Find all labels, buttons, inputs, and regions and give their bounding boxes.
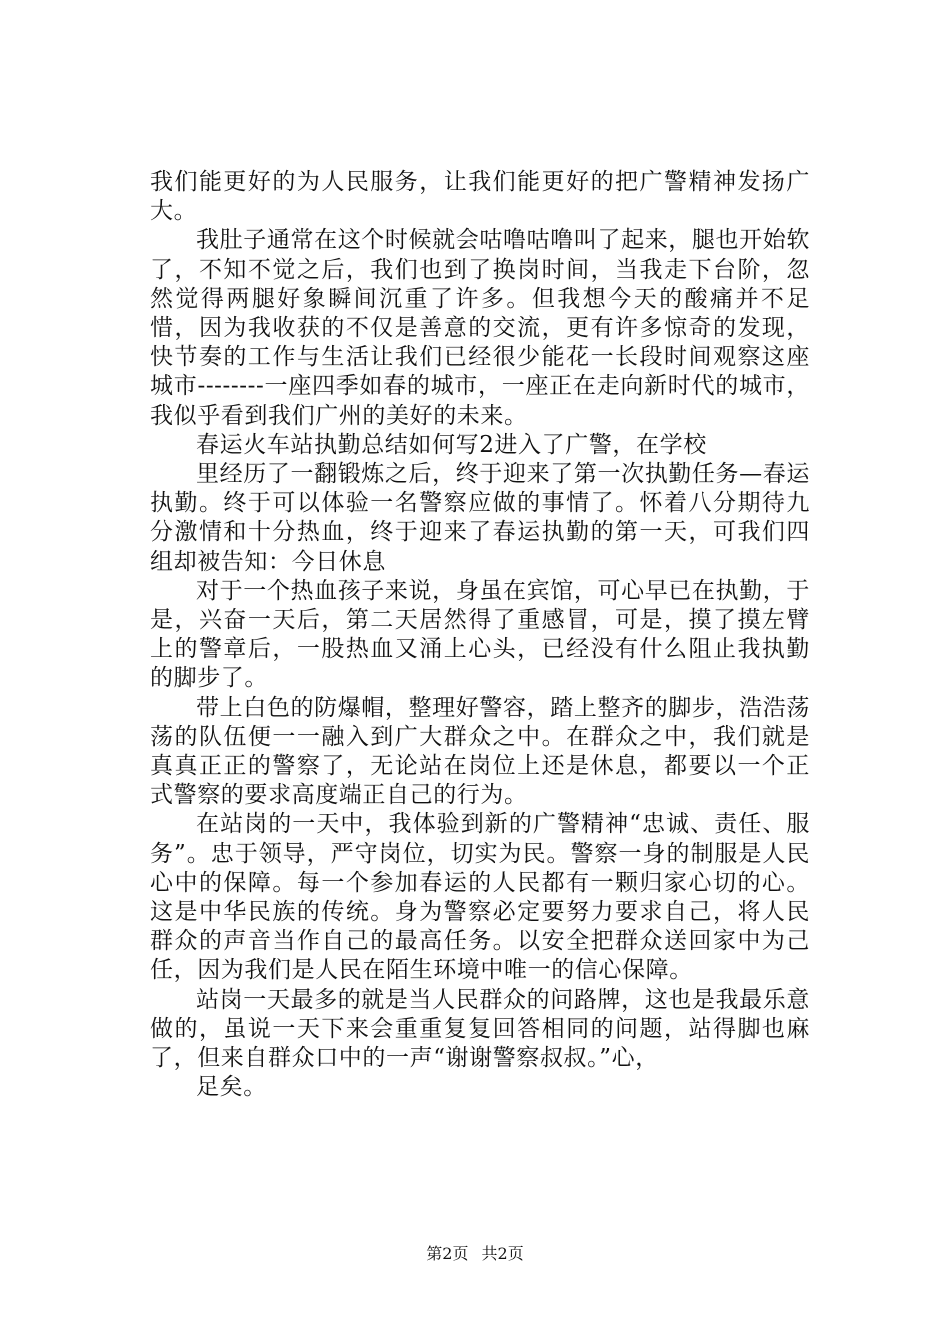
document-body — [150, 168, 810, 1103]
page-number-current: 第2页 — [426, 1244, 469, 1263]
page-footer — [0, 1244, 950, 1264]
paragraph: 站岗一天最多的就是当人民群众的问路牌，这也是我最乐意做的，虽说一天下来会重重复复回答相同的问题，站得脚也麻了，但来自群众口中的一声“谢谢警察叔叔。”心， — [150, 986, 810, 1072]
paragraph: 在站岗的一天中，我体验到新的广警精神“忠诚、责任、服务”。忠于领导，严守岗位，切实为民。警察一身的制服是人民心中的保障。每一个参加春运的人民都有一颗归家心切的心。这是中华民族的传统。身为警察必定要努力要求自己，将人民群众的声音当作自己的最高任务。以安全把群众送回家中为己任，因为我们是人民在陌生环境中唯一的信心保障。 — [150, 811, 810, 984]
paragraph: 我们能更好的为人民服务，让我们能更好的把广警精神发扬广大。 — [150, 169, 810, 225]
paragraph: 带上白色的防爆帽，整理好警容，踏上整齐的脚步，浩浩荡荡的队伍便一一融入到广大群众之中。在群众之中，我们就是真真正正的警察了，无论站在岗位上还是休息，都要以一个正式警察的要求高度端正自己的行为。 — [150, 694, 810, 809]
paragraph: 里经历了一翻锻炼之后，终于迎来了第一次执勤任务—春运执勤。终于可以体验一名警察应做的事情了。怀着八分期待九分激情和十分热血，终于迎来了春运执勤的第一天，可我们四组却被告知：今日休息 — [150, 461, 810, 575]
page-number-total: 共2页 — [481, 1244, 524, 1263]
paragraph: 春运火车站执勤总结如何写2进入了广警，在学校 — [196, 431, 707, 458]
paragraph: 我肚子通常在这个时候就会咕噜咕噜叫了起来，腿也开始软了，不知不觉之后，我们也到了换岗时间，当我走下台阶，忽然觉得两腿好象瞬间沉重了许多。但我想今天的酸痛并不足惜，因为我收获的不仅是善意的交流，更有许多惊奇的发现，快节奏的工作与生活让我们已经很少能花一长段时间观察这座城市--------一座四季如春的城市，一座正在走向新时代的城市，我似乎看到我们广州的美好的未来。 — [150, 227, 810, 429]
paragraph: 足矣。 — [196, 1074, 267, 1101]
paragraph: 对于一个热血孩子来说，身虽在宾馆，可心早已在执勤，于是，兴奋一天后，第二天居然得了重感冒，可是，摸了摸左臂上的警章后，一股热血又涌上心头，已经没有什么阻止我执勤的脚步了。 — [150, 577, 810, 692]
